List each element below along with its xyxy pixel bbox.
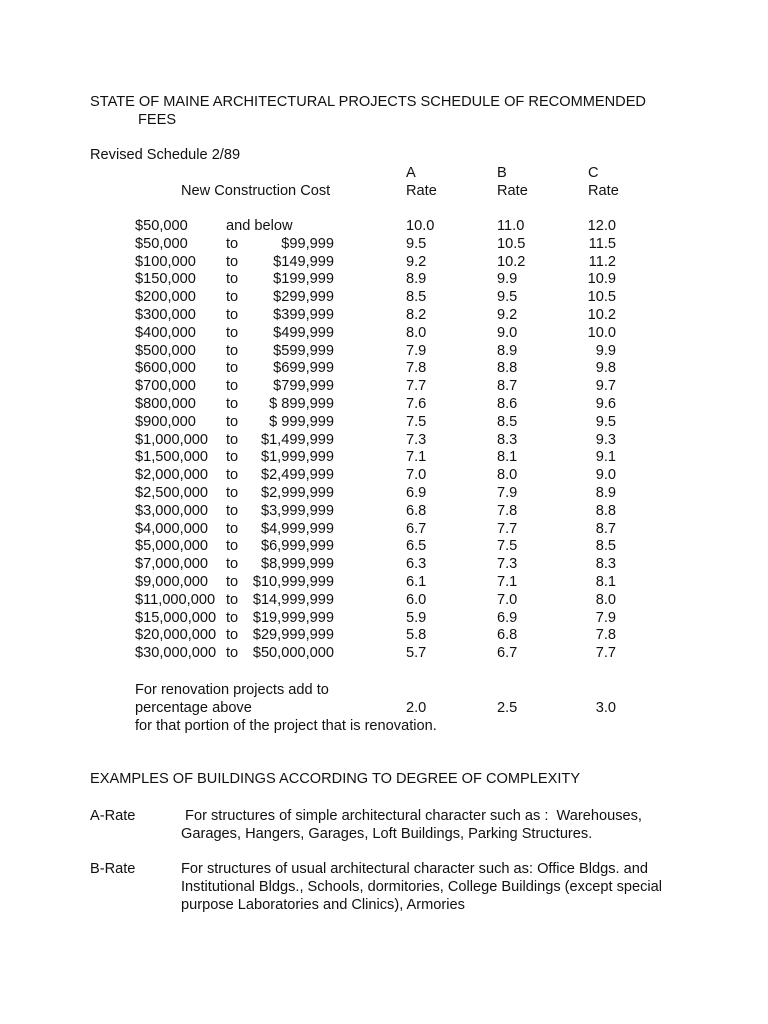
range-word-cell: and below bbox=[226, 218, 293, 234]
rate-b-cell: 10.5 bbox=[497, 235, 526, 252]
cost-from-cell: $2,500,000 bbox=[135, 484, 209, 501]
range-word-cell: to bbox=[226, 235, 239, 252]
rate-c-cell: 7.9 bbox=[595, 609, 616, 626]
cost-to-cell: $14,999,999 bbox=[252, 591, 334, 608]
table-row bbox=[0, 556, 768, 574]
rate-a-cell: 7.9 bbox=[406, 342, 427, 359]
fee-schedule-table bbox=[0, 218, 768, 663]
table-row bbox=[0, 467, 768, 485]
rate-c-cell: 9.1 bbox=[595, 449, 616, 466]
rate-a-cell: 5.9 bbox=[406, 609, 427, 626]
construction-cost-header: New Construction Cost bbox=[181, 183, 331, 199]
rate-a-cell: 7.8 bbox=[406, 360, 427, 377]
cost-to-cell: $29,999,999 bbox=[252, 627, 334, 644]
cost-to-cell: $499,999 bbox=[273, 324, 334, 341]
b-rate-line-2: Institutional Bldgs., Schools, dormitories, College Buildings (except special bbox=[181, 878, 663, 895]
range-word-cell: to bbox=[226, 556, 239, 573]
cost-to-cell: $3,999,999 bbox=[260, 502, 334, 519]
table-row bbox=[0, 414, 768, 432]
cost-to-cell: $299,999 bbox=[273, 289, 334, 306]
rate-a-cell: 8.9 bbox=[406, 271, 427, 288]
rate-b-cell: 7.3 bbox=[497, 556, 518, 573]
cost-to-cell: $149,999 bbox=[273, 253, 334, 270]
renovation-rate-c: 3.0 bbox=[595, 700, 616, 716]
rate-b-cell: 8.7 bbox=[497, 378, 518, 395]
rate-a-cell: 8.2 bbox=[406, 306, 427, 323]
rate-a-cell: 6.1 bbox=[406, 573, 427, 590]
rate-b-cell: 9.5 bbox=[497, 289, 518, 306]
rate-c-cell: 8.7 bbox=[595, 520, 616, 537]
rate-a-cell: 10.0 bbox=[406, 218, 435, 234]
table-row bbox=[0, 307, 768, 325]
title-line-2: FEES bbox=[138, 111, 177, 128]
table-row bbox=[0, 538, 768, 556]
cost-to-cell: $19,999,999 bbox=[252, 609, 334, 626]
rate-c-cell: 8.5 bbox=[595, 538, 616, 555]
range-word-cell: to bbox=[226, 484, 239, 501]
rate-b-cell: 6.9 bbox=[497, 609, 518, 626]
range-word-cell: to bbox=[226, 591, 239, 608]
cost-from-cell: $5,000,000 bbox=[135, 538, 209, 555]
b-rate-line-3: purpose Laboratories and Clinics), Armories bbox=[181, 896, 465, 913]
rate-b-cell: 6.7 bbox=[497, 645, 518, 662]
rate-a-cell: 6.3 bbox=[406, 556, 427, 573]
range-word-cell: to bbox=[226, 449, 239, 466]
title-line-1: STATE OF MAINE ARCHITECTURAL PROJECTS SCHEDULE OF RECOMMENDED bbox=[90, 94, 646, 110]
rate-c-cell: 7.8 bbox=[595, 627, 616, 644]
range-word-cell: to bbox=[226, 378, 239, 395]
table-row bbox=[0, 343, 768, 361]
range-word-cell: to bbox=[226, 627, 239, 644]
rate-b-cell: 8.0 bbox=[497, 467, 518, 484]
rate-c-cell: 9.8 bbox=[595, 360, 616, 377]
cost-to-cell: $2,999,999 bbox=[260, 484, 334, 501]
cost-to-cell: $10,999,999 bbox=[252, 573, 334, 590]
renovation-note bbox=[135, 682, 437, 735]
cost-from-cell: $11,000,000 bbox=[135, 591, 216, 608]
rate-a-cell: 6.8 bbox=[406, 502, 427, 519]
rate-c-cell: 9.9 bbox=[595, 342, 616, 359]
rate-c-cell: 8.3 bbox=[595, 556, 616, 573]
b-rate-line-1: For structures of usual architectural character such as: Office Bldgs. and bbox=[181, 861, 648, 877]
revised-schedule-note: Revised Schedule 2/89 bbox=[90, 147, 241, 163]
rate-c-cell: 9.5 bbox=[595, 413, 616, 430]
rate-c-cell: 8.0 bbox=[595, 591, 616, 608]
table-row bbox=[0, 449, 768, 467]
table-row bbox=[0, 325, 768, 343]
table-row bbox=[0, 432, 768, 450]
column-rate-b: Rate bbox=[497, 182, 528, 199]
rate-a-cell: 9.2 bbox=[406, 253, 427, 270]
rate-a-cell: 6.0 bbox=[406, 591, 427, 608]
rate-c-cell: 10.2 bbox=[587, 306, 616, 323]
rate-b-cell: 9.0 bbox=[497, 324, 518, 341]
cost-from-cell: $100,000 bbox=[135, 253, 196, 270]
rate-c-cell: 12.0 bbox=[587, 218, 616, 234]
cost-from-cell: $1,000,000 bbox=[135, 431, 209, 448]
table-row bbox=[0, 485, 768, 503]
rate-c-cell: 8.8 bbox=[595, 502, 616, 519]
range-word-cell: to bbox=[226, 645, 239, 662]
rate-b-cell: 7.9 bbox=[497, 484, 518, 501]
cost-to-cell: $199,999 bbox=[273, 271, 334, 288]
range-word-cell: to bbox=[226, 324, 239, 341]
range-word-cell: to bbox=[226, 538, 239, 555]
cost-to-cell: $6,999,999 bbox=[260, 538, 334, 555]
a-rate-label: A-Rate bbox=[90, 808, 136, 824]
cost-to-cell: $4,999,999 bbox=[260, 520, 334, 537]
range-word-cell: to bbox=[226, 573, 239, 590]
renovation-line-1: For renovation projects add to bbox=[135, 682, 329, 698]
table-row bbox=[0, 627, 768, 645]
rate-c-cell: 11.5 bbox=[588, 235, 616, 252]
column-header-c bbox=[588, 165, 619, 201]
rate-a-cell: 5.7 bbox=[406, 645, 427, 662]
cost-from-cell: $7,000,000 bbox=[135, 556, 209, 573]
rate-a-cell: 7.6 bbox=[406, 395, 427, 412]
rate-b-cell: 7.0 bbox=[497, 591, 518, 608]
cost-from-cell: $600,000 bbox=[135, 360, 196, 377]
rate-c-cell: 9.0 bbox=[595, 467, 616, 484]
table-row bbox=[0, 378, 768, 396]
rate-a-cell: 7.1 bbox=[406, 449, 427, 466]
rate-c-cell: 8.1 bbox=[595, 573, 616, 590]
rate-b-cell: 8.8 bbox=[497, 360, 518, 377]
cost-from-cell: $400,000 bbox=[135, 324, 196, 341]
cost-to-cell: $399,999 bbox=[273, 306, 334, 323]
rate-b-cell: 8.5 bbox=[497, 413, 518, 430]
cost-from-cell: $200,000 bbox=[135, 289, 196, 306]
range-word-cell: to bbox=[226, 395, 239, 412]
rate-a-cell: 7.5 bbox=[406, 413, 427, 430]
table-row bbox=[0, 610, 768, 628]
range-word-cell: to bbox=[226, 431, 239, 448]
cost-from-cell: $500,000 bbox=[135, 342, 196, 359]
cost-from-cell: $800,000 bbox=[135, 395, 196, 412]
rate-b-cell: 10.2 bbox=[497, 253, 526, 270]
cost-to-cell: $50,000,000 bbox=[252, 645, 334, 662]
cost-from-cell: $15,000,000 bbox=[135, 609, 217, 626]
rate-a-cell: 7.0 bbox=[406, 467, 427, 484]
rate-c-cell: 10.5 bbox=[587, 289, 616, 306]
document-title bbox=[90, 94, 646, 130]
cost-from-cell: $4,000,000 bbox=[135, 520, 209, 537]
column-header-a bbox=[406, 165, 437, 201]
cost-from-cell: $900,000 bbox=[135, 413, 196, 430]
range-word-cell: to bbox=[226, 306, 239, 323]
cost-from-cell: $150,000 bbox=[135, 271, 196, 288]
rate-a-cell: 5.8 bbox=[406, 627, 427, 644]
cost-from-cell: $50,000 bbox=[135, 218, 188, 234]
cost-from-cell: $30,000,000 bbox=[135, 645, 217, 662]
rate-c-cell: 10.0 bbox=[587, 324, 616, 341]
range-word-cell: to bbox=[226, 289, 239, 306]
column-letter-a: A bbox=[406, 165, 416, 181]
b-rate-label: B-Rate bbox=[90, 861, 136, 877]
range-word-cell: to bbox=[226, 253, 239, 270]
cost-to-cell: $99,999 bbox=[281, 235, 334, 252]
cost-from-cell: $50,000 bbox=[135, 235, 188, 252]
rate-a-cell: 9.5 bbox=[406, 235, 427, 252]
table-row bbox=[0, 521, 768, 539]
rate-c-cell: 10.9 bbox=[587, 271, 616, 288]
column-letter-c: C bbox=[588, 165, 599, 181]
cost-from-cell: $300,000 bbox=[135, 306, 196, 323]
rate-a-cell: 8.5 bbox=[406, 289, 427, 306]
table-row bbox=[0, 360, 768, 378]
cost-to-cell: $ 999,999 bbox=[269, 413, 334, 430]
cost-to-cell: $1,499,999 bbox=[260, 431, 334, 448]
column-rate-c: Rate bbox=[588, 182, 619, 199]
cost-to-cell: $ 899,999 bbox=[269, 395, 334, 412]
rate-a-cell: 6.9 bbox=[406, 484, 427, 501]
cost-from-cell: $1,500,000 bbox=[135, 449, 209, 466]
rate-b-cell: 8.9 bbox=[497, 342, 518, 359]
rate-b-cell: 8.6 bbox=[497, 395, 518, 412]
rate-c-cell: 7.7 bbox=[595, 645, 616, 662]
rate-a-cell: 7.7 bbox=[406, 378, 427, 395]
examples-heading: EXAMPLES OF BUILDINGS ACCORDING TO DEGREE OF COMPLEXITY bbox=[90, 771, 581, 787]
cost-to-cell: $799,999 bbox=[273, 378, 334, 395]
column-letter-b: B bbox=[497, 165, 507, 181]
rate-b-cell: 7.8 bbox=[497, 502, 518, 519]
range-word-cell: to bbox=[226, 520, 239, 537]
table-row bbox=[0, 218, 768, 236]
cost-from-cell: $3,000,000 bbox=[135, 502, 209, 519]
range-word-cell: to bbox=[226, 360, 239, 377]
renovation-rate-b: 2.5 bbox=[497, 700, 518, 716]
table-row bbox=[0, 271, 768, 289]
column-rate-a: Rate bbox=[406, 182, 437, 199]
range-word-cell: to bbox=[226, 342, 239, 359]
rate-b-cell: 9.9 bbox=[497, 271, 518, 288]
rate-c-cell: 9.7 bbox=[595, 378, 616, 395]
rate-b-cell: 7.5 bbox=[497, 538, 518, 555]
table-row bbox=[0, 254, 768, 272]
cost-to-cell: $599,999 bbox=[273, 342, 334, 359]
a-rate-line-1: For structures of simple architectural character such as : Warehouses, bbox=[181, 808, 642, 824]
table-row bbox=[0, 396, 768, 414]
rate-c-cell: 9.6 bbox=[595, 395, 616, 412]
cost-from-cell: $700,000 bbox=[135, 378, 196, 395]
rate-b-cell: 7.7 bbox=[497, 520, 518, 537]
range-word-cell: to bbox=[226, 271, 239, 288]
range-word-cell: to bbox=[226, 609, 239, 626]
renovation-line-2: percentage above bbox=[135, 699, 252, 716]
cost-to-cell: $699,999 bbox=[273, 360, 334, 377]
rate-a-cell: 7.3 bbox=[406, 431, 427, 448]
rate-a-cell: 6.5 bbox=[406, 538, 427, 555]
table-row bbox=[0, 592, 768, 610]
rate-b-cell: 7.1 bbox=[497, 573, 518, 590]
rate-a-cell: 6.7 bbox=[406, 520, 427, 537]
cost-from-cell: $2,000,000 bbox=[135, 467, 209, 484]
rate-b-cell: 6.8 bbox=[497, 627, 518, 644]
a-rate-description bbox=[181, 808, 691, 844]
b-rate-description bbox=[181, 861, 691, 914]
renovation-line-3: for that portion of the project that is renovation. bbox=[135, 717, 437, 734]
a-rate-line-2: Garages, Hangers, Garages, Loft Buildings, Parking Structures. bbox=[181, 825, 593, 842]
table-row bbox=[0, 645, 768, 663]
rate-c-cell: 8.9 bbox=[595, 484, 616, 501]
cost-to-cell: $8,999,999 bbox=[260, 556, 334, 573]
range-word-cell: to bbox=[226, 413, 239, 430]
range-word-cell: to bbox=[226, 502, 239, 519]
rate-b-cell: 8.3 bbox=[497, 431, 518, 448]
cost-from-cell: $9,000,000 bbox=[135, 573, 209, 590]
range-word-cell: to bbox=[226, 467, 239, 484]
table-row bbox=[0, 289, 768, 307]
rate-b-cell: 11.0 bbox=[497, 218, 525, 234]
rate-a-cell: 8.0 bbox=[406, 324, 427, 341]
renovation-rate-a: 2.0 bbox=[406, 700, 427, 716]
table-row bbox=[0, 236, 768, 254]
cost-to-cell: $1,999,999 bbox=[260, 449, 334, 466]
cost-to-cell: $2,499,999 bbox=[260, 467, 334, 484]
rate-c-cell: 9.3 bbox=[595, 431, 616, 448]
column-header-b bbox=[497, 165, 528, 201]
cost-from-cell: $20,000,000 bbox=[135, 627, 217, 644]
rate-b-cell: 9.2 bbox=[497, 306, 518, 323]
rate-b-cell: 8.1 bbox=[497, 449, 518, 466]
table-row bbox=[0, 503, 768, 521]
rate-c-cell: 11.2 bbox=[588, 253, 616, 270]
table-row bbox=[0, 574, 768, 592]
